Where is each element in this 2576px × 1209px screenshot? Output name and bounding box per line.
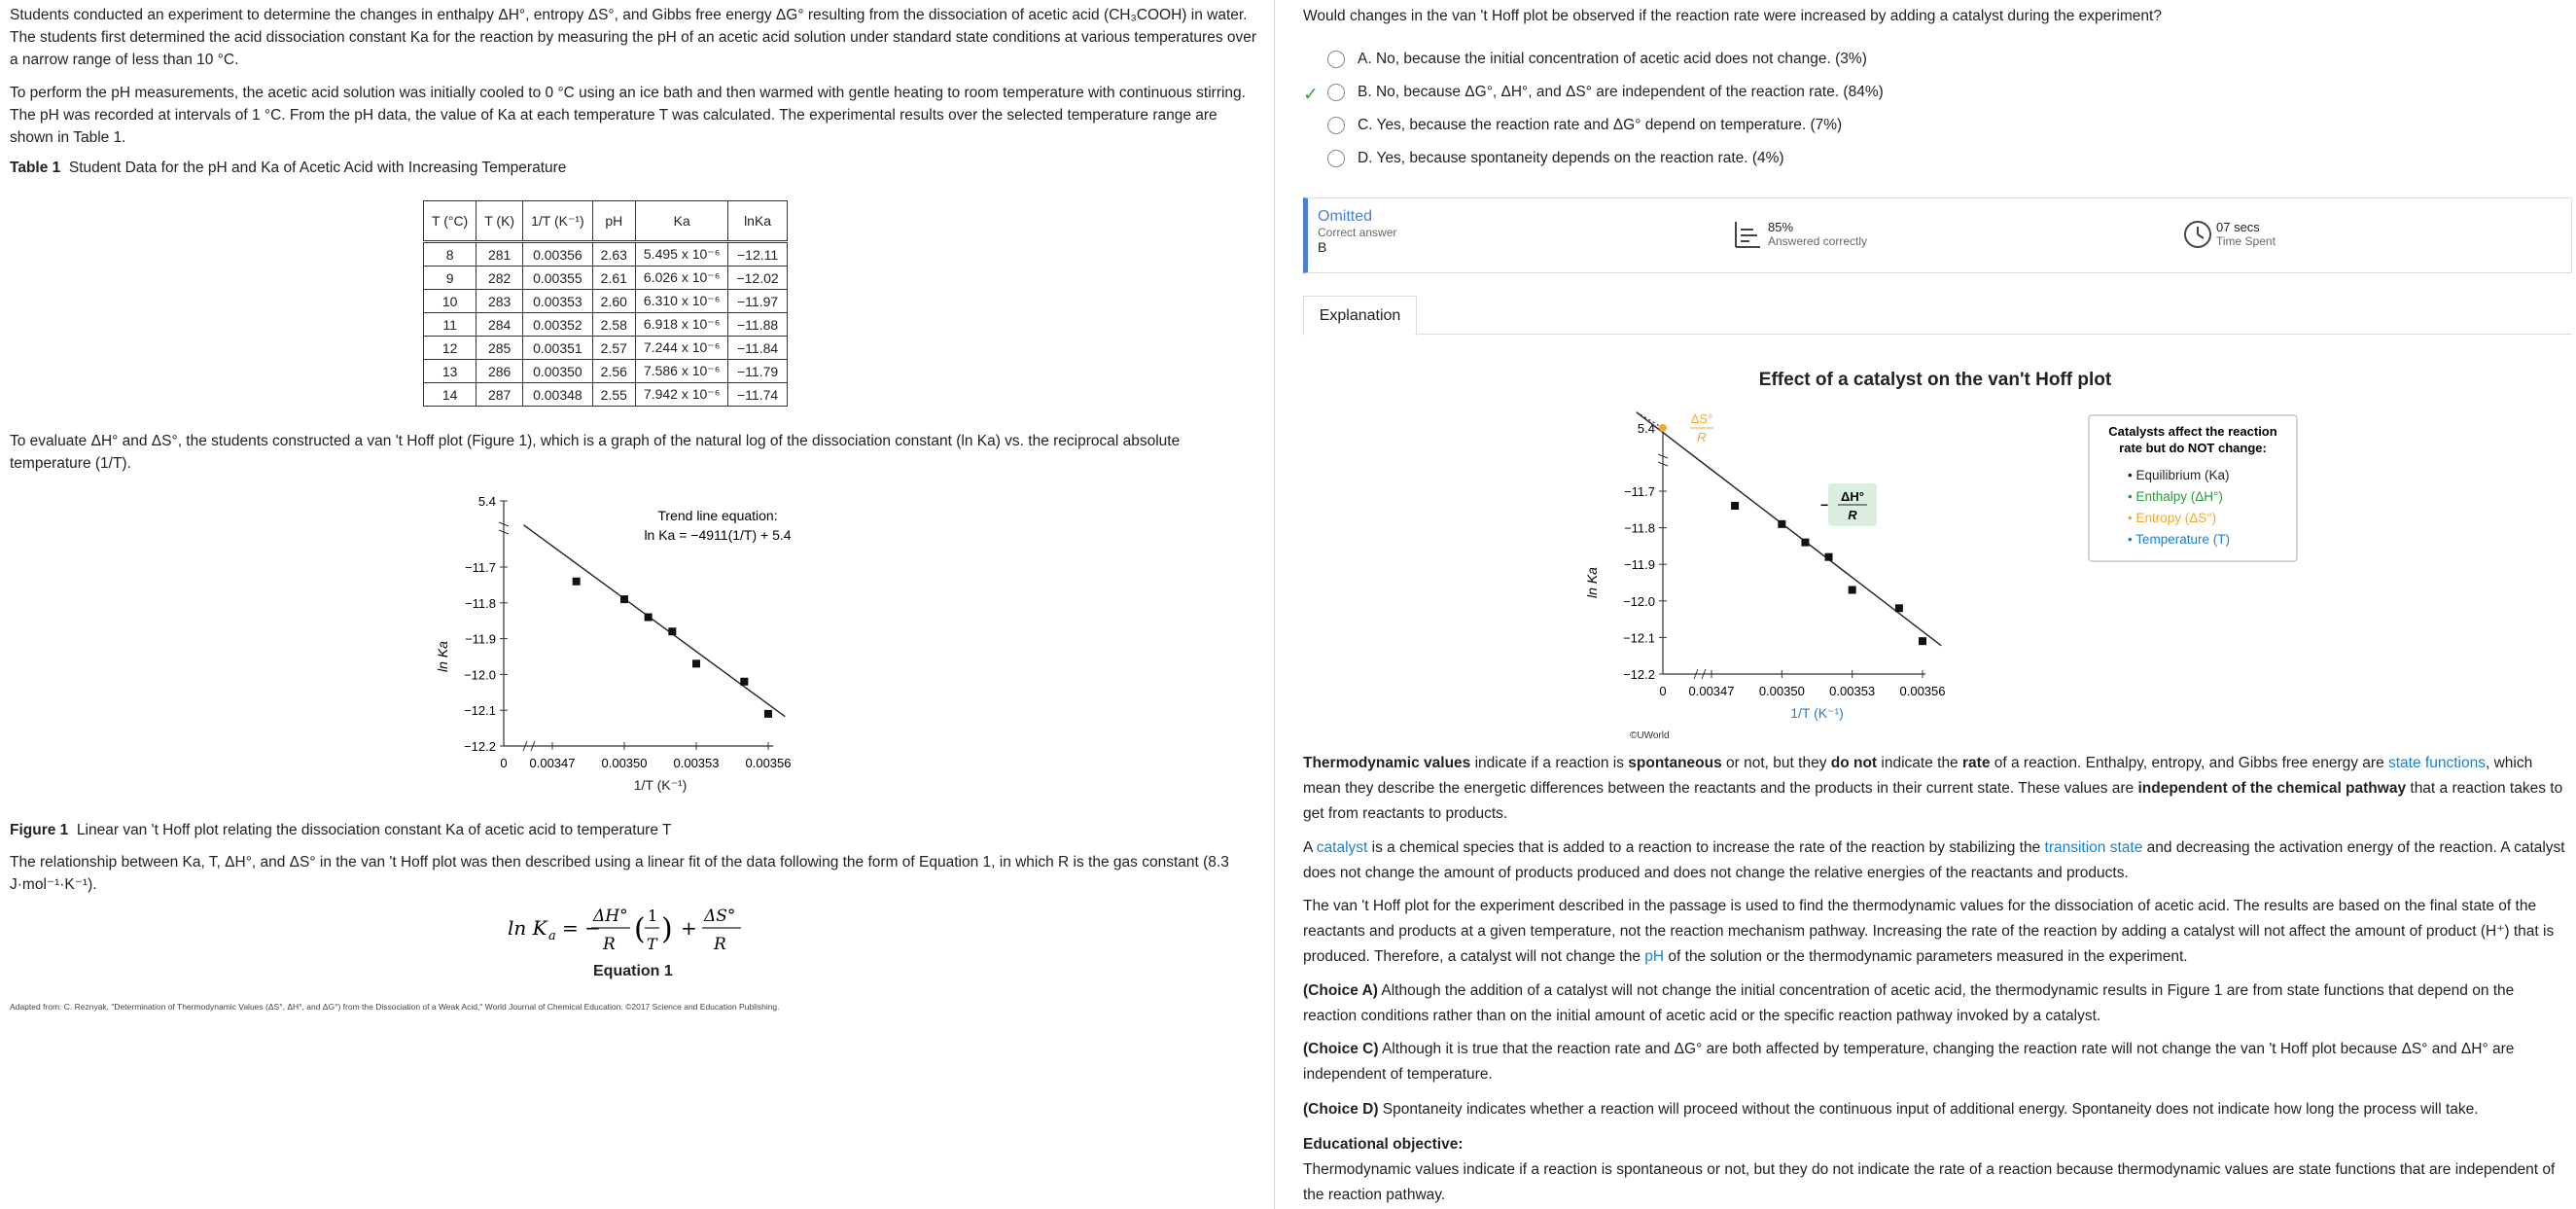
- objective-text: Thermodynamic values indicate if a reaction is spontaneous or not, but they do not indicate the rate of a reaction because thermodynamic values are state functions that are independent of the reaction pathway.: [1303, 1161, 2556, 1203]
- info-box-title-line2: rate but do NOT change:: [2119, 441, 2267, 455]
- y-tick-label: −11.8: [465, 595, 496, 611]
- x-axis-label: 1/T (K⁻¹): [1790, 705, 1844, 721]
- link-transition-state[interactable]: transition state: [2044, 839, 2143, 856]
- bold-term: do not: [1830, 755, 1878, 771]
- text: or not, but they: [1721, 755, 1831, 771]
- table-row: [424, 267, 788, 290]
- y-tick-label: −12.0: [1623, 593, 1655, 609]
- table-cell: 13: [424, 360, 476, 383]
- explanation-choice-a: [1303, 978, 2567, 1029]
- choice-d-text: D. Yes, because spontaneity depends on the reaction rate. (4%): [1358, 150, 1784, 166]
- table-cell: −11.84: [728, 337, 787, 360]
- table-cell: 7.244 x 10⁻⁶: [635, 337, 728, 360]
- figure-1-chart: [428, 481, 836, 812]
- explanation-figure-title: Effect of a catalyst on the van't Hoff plot: [1758, 370, 2112, 390]
- text: of a reaction. Enthalpy, entropy, and Gibbs free energy are: [1990, 755, 2388, 771]
- svg-text:= −: = −: [562, 916, 601, 940]
- x-tick-label: 0.00347: [1688, 684, 1735, 698]
- data-point: [740, 678, 748, 686]
- table-cell: 281: [476, 242, 523, 267]
- percent-value: 85%: [1768, 220, 1794, 234]
- percent-correct: [1734, 220, 1867, 248]
- table-cell: −12.02: [728, 267, 787, 290]
- data-point: [620, 595, 628, 603]
- y-tick-label: −12.1: [1623, 630, 1655, 646]
- text: is a chemical species that is added to a reaction to increase the rate of the reaction by stabilizing the: [1367, 839, 2045, 856]
- table-cell: 14: [424, 383, 476, 407]
- y-tick-label: −12.1: [464, 703, 496, 719]
- choice-label: (Choice D): [1303, 1101, 1379, 1118]
- table-cell: 285: [476, 337, 523, 360]
- table-header-cell: T (°C): [424, 201, 476, 242]
- passage-panel: [0, 0, 1274, 1209]
- choice-c[interactable]: [1327, 117, 1842, 134]
- y-tick-label: −12.0: [464, 667, 496, 683]
- text: Although it is true that the reaction rate and ΔG° are both affected by temperature, changing the reaction rate will not change the van 't Hoff plot because ΔS° and ΔH° are independent of temperature.: [1303, 1041, 2515, 1083]
- table-cell: 2.57: [592, 337, 635, 360]
- data-point: [668, 627, 676, 635]
- table-caption-label: Table 1: [10, 160, 61, 176]
- data-point: [764, 710, 772, 718]
- equation-1: [506, 900, 759, 963]
- data-point: [1778, 520, 1785, 528]
- link-catalyst[interactable]: catalyst: [1316, 839, 1368, 856]
- info-box-title-line1: Catalysts affect the reaction: [2108, 424, 2277, 439]
- table-caption: [10, 157, 1264, 179]
- text: The van 't Hoff plot for the experiment described in the passage is used to find the thermodynamic values for the dissociation of acetic acid. The results are based on the final state of the reactants and products at a given temperature, not the reaction mechanism pathway. Increasing the rate of the reaction by adding a catalyst will not affect the amount of product (H⁺) that is produced. Therefore, a catalyst will not change the: [1303, 898, 2555, 965]
- figure-caption-text: Linear van 't Hoff plot relating the dissociation constant Ka of acetic acid to temperature T: [76, 822, 672, 838]
- table-cell: 0.00355: [523, 267, 593, 290]
- y-tick-label: −12.2: [464, 739, 496, 754]
- svg-text:1: 1: [648, 907, 658, 925]
- passage-paragraph-4: The relationship between Ka, T, ΔH°, and ΔS° in the van 't Hoff plot was then described using a linear fit of the data following the form of Equation 1, in which R is the gas constant (8.3 J·mol⁻¹·K⁻¹).: [10, 854, 1229, 893]
- text: of the solution or the thermodynamic parameters measured in the experiment.: [1664, 948, 2188, 965]
- svg-text:(: (: [634, 912, 646, 946]
- table-header-cell: lnKa: [728, 201, 787, 242]
- table-cell: 287: [476, 383, 523, 407]
- text: A: [1303, 839, 1317, 856]
- table-cell: 0.00350: [523, 360, 593, 383]
- table-cell: 8: [424, 242, 476, 267]
- table-cell: 6.310 x 10⁻⁶: [635, 290, 728, 313]
- link-ph[interactable]: pH: [1644, 948, 1665, 965]
- correct-answer-value: B: [1318, 239, 1327, 255]
- trend-line: [523, 525, 785, 717]
- choice-b[interactable]: [1327, 84, 1884, 101]
- data-point: [1895, 604, 1903, 612]
- table-cell: 7.586 x 10⁻⁶: [635, 360, 728, 383]
- data-point: [1825, 553, 1833, 561]
- radio-icon[interactable]: [1327, 150, 1345, 167]
- data-point: [573, 578, 581, 586]
- table-cell: 0.00352: [523, 313, 593, 337]
- text: Although the addition of a catalyst will not change the initial concentration of acetic acid, the thermodynamic results in Figure 1 are from state functions that depend on the reaction conditions rather than on the initial amount of acetic acid or the specific reaction pathway invoked by a catalyst.: [1303, 982, 2515, 1024]
- table-cell: −11.97: [728, 290, 787, 313]
- time-value: 07 secs: [2216, 220, 2260, 234]
- svg-text:T: T: [647, 935, 657, 953]
- table-cell: 0.00353: [523, 290, 593, 313]
- svg-text:+: +: [681, 916, 697, 940]
- trend-label: Trend line equation:: [657, 508, 778, 523]
- table-header-cell: Ka: [635, 201, 728, 242]
- table-cell: 0.00351: [523, 337, 593, 360]
- figure-caption-label: Figure 1: [10, 822, 69, 838]
- table-cell: 2.55: [592, 383, 635, 407]
- answer-status: [1318, 208, 1396, 255]
- slope-label-bottom: R: [1848, 508, 1857, 522]
- explanation-figure-chart: [1575, 404, 2314, 744]
- x-tick-label: 0.00347: [529, 756, 576, 770]
- copyright: ©UWorld: [1630, 730, 1670, 741]
- svg-text:a: a: [548, 929, 556, 943]
- table-caption-text: Student Data for the pH and Ka of Acetic Acid with Increasing Temperature: [68, 160, 567, 176]
- table-cell: −11.79: [728, 360, 787, 383]
- passage-paragraph-3: To evaluate ΔH° and ΔS°, the students constructed a van 't Hoff plot (Figure 1), which is a graph of the natural log of the dissociation constant (ln Ka) vs. the reciprocal absolute temperature (1/T).: [10, 433, 1181, 472]
- data-table: [423, 200, 788, 407]
- table-cell: 11: [424, 313, 476, 337]
- table-row: [424, 360, 788, 383]
- y-tick-label: −11.7: [465, 560, 496, 575]
- y-tick-label: 5.4: [1637, 421, 1655, 436]
- source-citation: Adapted from: C. Reznyak, "Determination of Thermodynamic Values (ΔS°, ΔH°, and ΔG°) from the Dissociation of a Weak Acid," World Journal of Chemical Education. ©2017 Science and Education Publishing.: [10, 1002, 780, 1012]
- percent-label: Answered correctly: [1768, 234, 1868, 248]
- text: Spontaneity indicates whether a reaction will proceed without the continuous input of additional energy. Spontaneity does not indicate how long the process will take.: [1378, 1101, 2479, 1118]
- table-row: [424, 290, 788, 313]
- bold-term: Thermodynamic values: [1303, 755, 1471, 771]
- y-tick-label: 5.4: [477, 494, 496, 509]
- explanation-choice-d: [1303, 1097, 2567, 1122]
- svg-text:ΔH°: ΔH°: [593, 907, 628, 926]
- table-cell: 0.00356: [523, 242, 593, 267]
- choice-c-text: C. Yes, because the reaction rate and ΔG° depend on temperature. (7%): [1358, 117, 1843, 133]
- table-cell: 0.00348: [523, 383, 593, 407]
- link-state-functions[interactable]: state functions: [2388, 755, 2486, 771]
- x-tick-label: 0.00356: [745, 756, 792, 770]
- correct-answer-label: Correct answer: [1318, 226, 1397, 239]
- radio-icon[interactable]: [1327, 84, 1345, 101]
- y-axis-label: ln Ka: [435, 641, 450, 672]
- table-cell: 10: [424, 290, 476, 313]
- data-point: [1919, 637, 1926, 645]
- choice-a[interactable]: [1327, 51, 1867, 68]
- choice-label: (Choice C): [1303, 1041, 1379, 1057]
- table-row: [424, 337, 788, 360]
- table-cell: 6.918 x 10⁻⁶: [635, 313, 728, 337]
- panel-divider: [1274, 0, 1275, 1209]
- objective-label: Educational objective:: [1303, 1136, 1464, 1153]
- explanation-paragraph-3: [1303, 894, 2567, 970]
- table-cell: 286: [476, 360, 523, 383]
- x-tick-label: 0.00356: [1899, 684, 1946, 698]
- choice-b-text: B. No, because ΔG°, ΔH°, and ΔS° are independent of the reaction rate. (84%): [1358, 84, 1884, 100]
- table-row: [424, 383, 788, 407]
- slope-sign: −: [1820, 497, 1829, 513]
- text: indicate if a reaction is: [1470, 755, 1629, 771]
- y-tick-label: −11.7: [1624, 484, 1655, 499]
- data-point: [1801, 539, 1809, 547]
- table-cell: 9: [424, 267, 476, 290]
- passage-paragraph-1: Students conducted an experiment to determine the changes in enthalpy ΔH°, entropy ΔS°, and Gibbs free energy ΔG° resulting from the dissociation of acetic acid (CH₃COOH) in water. The students first determined the acid dissociation constant Ka for the reaction by measuring the pH of an acetic acid solution under standard state conditions at various temperatures over a narrow range of less than 10 °C.: [10, 7, 1257, 68]
- table-cell: 2.56: [592, 360, 635, 383]
- table-header-cell: T (K): [476, 201, 523, 242]
- y-tick-label: −12.2: [1623, 667, 1655, 682]
- choice-a-text: A. No, because the initial concentration of acetic acid does not change. (3%): [1358, 51, 1867, 67]
- table-cell: −11.88: [728, 313, 787, 337]
- bold-term: independent of the chemical pathway: [2137, 780, 2407, 797]
- y-tick-label: −11.9: [465, 631, 496, 647]
- choice-label: (Choice A): [1303, 982, 1378, 999]
- radio-icon[interactable]: [1327, 117, 1345, 134]
- x-tick-label: 0.00350: [601, 756, 648, 770]
- table-cell: 2.60: [592, 290, 635, 313]
- figure-caption: [10, 819, 1264, 841]
- intercept-label-top: ΔS°: [1690, 411, 1713, 426]
- table-cell: 2.63: [592, 242, 635, 267]
- svg-text:ln K: ln K: [508, 916, 547, 940]
- svg-text:R: R: [603, 935, 616, 954]
- clock-icon: [2183, 220, 2212, 249]
- info-box-item: • Enthalpy (ΔH°): [2128, 489, 2223, 504]
- radio-icon[interactable]: [1327, 51, 1345, 68]
- question-stem: Would changes in the van 't Hoff plot be observed if the reaction rate were increased by adding a catalyst during the experiment?: [1303, 8, 2162, 24]
- time-label: Time Spent: [2216, 234, 2276, 248]
- info-box-item: • Equilibrium (Ka): [2128, 468, 2230, 482]
- table-cell: −11.74: [728, 383, 787, 407]
- trend-equation: ln Ka = −4911(1/T) + 5.4: [644, 527, 792, 543]
- passage-paragraph-2: To perform the pH measurements, the acetic acid solution was initially cooled to 0 °C using an ice bath and then warmed with gentle heating to room temperature with continuous stirring. The pH was recorded at intervals of 1 °C. From the pH data, the value of Ka at each temperature T was calculated. The experimental results over the selected temperature range are shown in Table 1.: [10, 85, 1246, 146]
- time-spent: [2183, 220, 2276, 248]
- x-tick-label: 0: [1659, 684, 1667, 698]
- data-point: [692, 659, 700, 667]
- info-box-item: • Temperature (T): [2128, 532, 2231, 547]
- y-tick-label: −11.9: [1624, 557, 1655, 573]
- x-tick-label: 0.00353: [1829, 684, 1876, 698]
- text: indicate the: [1877, 755, 1962, 771]
- svg-text:R: R: [714, 935, 726, 954]
- table-cell: 2.61: [592, 267, 635, 290]
- y-tick-label: −11.8: [1624, 520, 1655, 536]
- slope-label-top: ΔH°: [1841, 489, 1864, 504]
- educational-objective: [1303, 1132, 2567, 1208]
- table-cell: 6.026 x 10⁻⁶: [635, 267, 728, 290]
- table-cell: 12: [424, 337, 476, 360]
- table-cell: −12.11: [728, 242, 787, 267]
- explanation-paragraph-2: [1303, 836, 2567, 886]
- table-header-cell: pH: [592, 201, 635, 242]
- x-tick-label: 0.00350: [1758, 684, 1805, 698]
- text: that a reaction takes to get from reactants to products.: [1303, 780, 2563, 822]
- data-point: [645, 614, 653, 622]
- table-cell: 5.495 x 10⁻⁶: [635, 242, 728, 267]
- x-axis-label: 1/T (K⁻¹): [633, 777, 688, 793]
- data-point: [1731, 502, 1739, 510]
- text: and decreasing the activation energy of the reaction. A catalyst does not change the amount of products produced and does not change the relative energies of the reactants and products.: [1303, 839, 2565, 881]
- x-tick-label: 0.00353: [673, 756, 720, 770]
- y-axis-label: ln Ka: [1584, 567, 1600, 598]
- text: , which mean they describe the energetic differences between the reactants and the products in their current state. These values are: [1303, 755, 2533, 797]
- table-header-cell: 1/T (K⁻¹): [523, 201, 593, 242]
- choice-d[interactable]: [1327, 150, 1784, 167]
- bar-chart-icon: [1734, 220, 1761, 249]
- x-tick-label: 0: [500, 756, 508, 770]
- bold-term: spontaneous: [1628, 755, 1722, 771]
- tab-explanation[interactable]: Explanation: [1303, 296, 1417, 336]
- info-box-item: • Entropy (ΔS°): [2128, 511, 2217, 525]
- explanation-choice-c: [1303, 1037, 2567, 1087]
- status-label: Omitted: [1318, 208, 1373, 225]
- explanation-paragraph-1: [1303, 751, 2567, 827]
- intercept-marker: [1659, 424, 1667, 432]
- equation-label: Equation 1: [593, 963, 673, 979]
- table-row: [424, 313, 788, 337]
- bold-term: rate: [1962, 755, 1991, 771]
- svg-text:): ): [661, 912, 673, 946]
- tab-underline: [1415, 334, 2572, 335]
- table-cell: 282: [476, 267, 523, 290]
- table-cell: 2.58: [592, 313, 635, 337]
- answer-stats-bar: [1303, 197, 2572, 273]
- intercept-label-bottom: R: [1697, 430, 1707, 444]
- table-row: [424, 242, 788, 267]
- table-cell: 284: [476, 313, 523, 337]
- data-point: [1849, 587, 1856, 594]
- svg-text:ΔS°: ΔS°: [704, 907, 736, 926]
- table-cell: 283: [476, 290, 523, 313]
- equation-1-graphic: [506, 900, 759, 958]
- check-icon: ✓: [1303, 85, 1319, 105]
- table-cell: 7.942 x 10⁻⁶: [635, 383, 728, 407]
- question-panel: [1303, 0, 2565, 1209]
